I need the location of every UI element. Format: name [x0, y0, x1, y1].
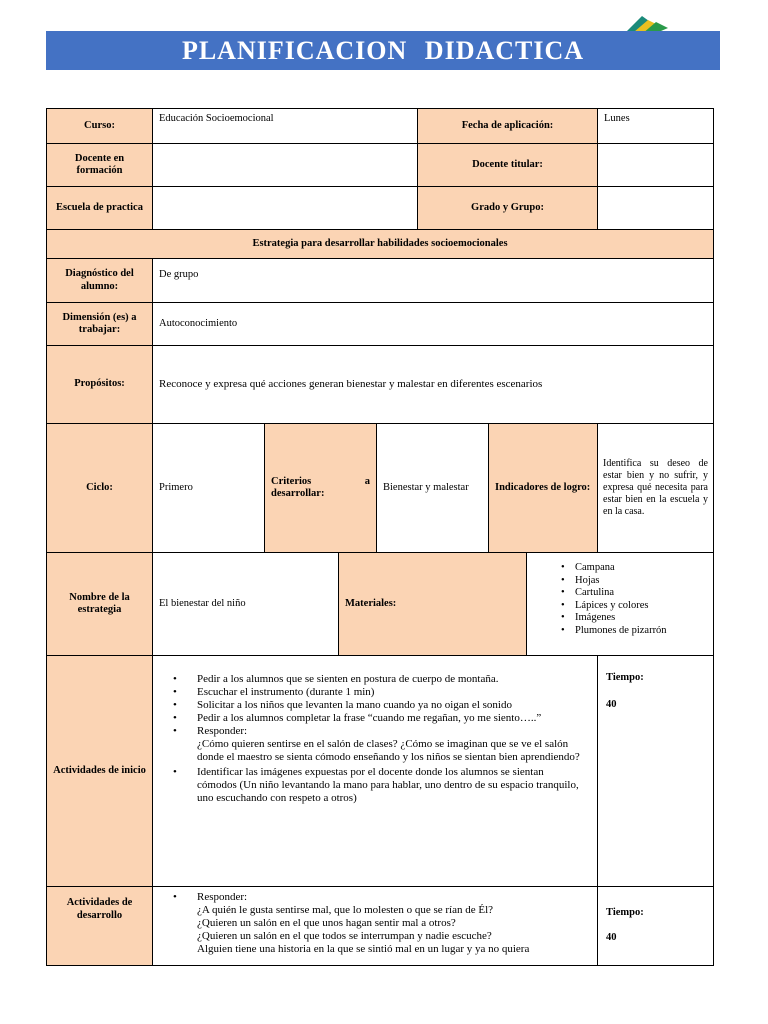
docente-formacion-label: Docente en formación	[46, 143, 153, 187]
escuela-value	[152, 186, 418, 230]
tiempo-desarrollo-value: 40	[606, 931, 617, 943]
material-item: • Lápices y colores	[575, 600, 707, 613]
docente-formacion-value	[152, 143, 418, 187]
actividades-desarrollo-content	[152, 886, 598, 966]
desarrollo-line: Alguien tiene una historia en la que se sintió mal en un lugar y ya no quiera	[197, 943, 530, 955]
actividades-inicio-label: Actividades de inicio	[46, 655, 153, 887]
diagnostico-value: De grupo	[152, 258, 714, 303]
fecha-value: Lunes	[597, 108, 714, 144]
inicio-item: • Solicitar a los niños que levanten la mano cuando ya no oigan el sonido	[197, 699, 585, 712]
criterios-value: Bienestar y malestar	[376, 423, 489, 553]
escuela-label: Escuela de practica	[46, 186, 153, 230]
inicio-continuation: ¿Cómo quieren sentirse en el salón de clases? ¿Cómo se imaginan que se ve el salón donde el maestro se sienta cómodo enseñando y los niños se sientan bien aprendiendo?	[197, 738, 580, 763]
propositos-label: Propósitos:	[46, 345, 153, 424]
desarrollo-line: ¿A quién le gusta sentirse mal, que lo molesten o que se rían de Él?	[197, 904, 494, 916]
tiempo-desarrollo-label: Tiempo:	[606, 907, 644, 918]
tiempo-inicio-cell	[597, 655, 714, 887]
dimension-value: Autoconocimiento	[152, 302, 714, 346]
curso-label: Curso:	[46, 108, 153, 144]
material-item: • Hojas	[575, 575, 707, 588]
inicio-item: • Identificar las imágenes expuestas por el docente donde los alumnos se sientan cómodos (Un niño levantando la mano para hablar, uno dentro de su espacio tranquilo, uno escuchando con respeto a otros)	[197, 766, 585, 805]
grado-value	[597, 186, 714, 230]
inicio-item: • Escuchar el instrumento (durante 1 min)	[197, 686, 585, 699]
ciclo-label: Ciclo:	[46, 423, 153, 553]
materiales-label: Materiales:	[338, 552, 527, 656]
page-title: PLANIFICACION DIDACTICA	[46, 31, 720, 70]
ciclo-value: Primero	[152, 423, 265, 553]
desarrollo-item: • Responder:	[197, 891, 585, 904]
fecha-label: Fecha de aplicación:	[417, 108, 598, 144]
actividades-desarrollo-label: Actividades de desarrollo	[46, 886, 153, 966]
materiales-list	[557, 562, 707, 637]
curso-value: Educación Socioemocional	[152, 108, 418, 144]
desarrollo-list	[161, 891, 585, 956]
dimension-label: Dimensión (es) a trabajar:	[46, 302, 153, 346]
material-item: • Campana	[575, 562, 707, 575]
inicio-item: • Responder:	[197, 725, 585, 738]
docente-titular-value	[597, 143, 714, 187]
propositos-value: Reconoce y expresa qué acciones generan bienestar y malestar en diferentes escenarios	[152, 345, 714, 424]
criterios-label: Criterios a desarrollar:	[264, 423, 377, 553]
grado-label: Grado y Grupo:	[417, 186, 598, 230]
estrategia-section-header: Estrategia para desarrollar habilidades socioemocionales	[46, 229, 714, 259]
material-item: • Plumones de pizarrón	[575, 625, 707, 638]
material-item: • Cartulina	[575, 587, 707, 600]
desarrollo-line: ¿Quieren un salón en el que unos hagan sentir mal a otros?	[197, 917, 456, 929]
actividades-inicio-content	[152, 655, 598, 887]
tiempo-desarrollo-cell	[597, 886, 714, 966]
material-item: • Imágenes	[575, 612, 707, 625]
desarrollo-line: ¿Quieren un salón en el que todos se interrumpan y nadie escuche?	[197, 930, 492, 942]
tiempo-inicio-value: 40	[606, 698, 617, 710]
materiales-list-cell	[526, 552, 714, 656]
tiempo-inicio-label: Tiempo:	[606, 672, 644, 683]
indicadores-value: Identifica su deseo de estar bien y no sufrir, y expresa qué necesita para estar bien en la escuela y en la casa.	[597, 423, 714, 553]
nombre-estrategia-value: El bienestar del niño	[152, 552, 339, 656]
nombre-estrategia-label: Nombre de la estrategia	[46, 552, 153, 656]
inicio-item: • Pedir a los alumnos que se sienten en postura de cuerpo de montaña.	[197, 673, 585, 686]
inicio-list	[161, 673, 585, 805]
docente-titular-label: Docente titular:	[417, 143, 598, 187]
diagnostico-label: Diagnóstico del alumno:	[46, 258, 153, 303]
indicadores-label: Indicadores de logro:	[488, 423, 598, 553]
inicio-item: • Pedir a los alumnos completar la frase “cuando me regañan, yo me siento…..”	[197, 712, 585, 725]
